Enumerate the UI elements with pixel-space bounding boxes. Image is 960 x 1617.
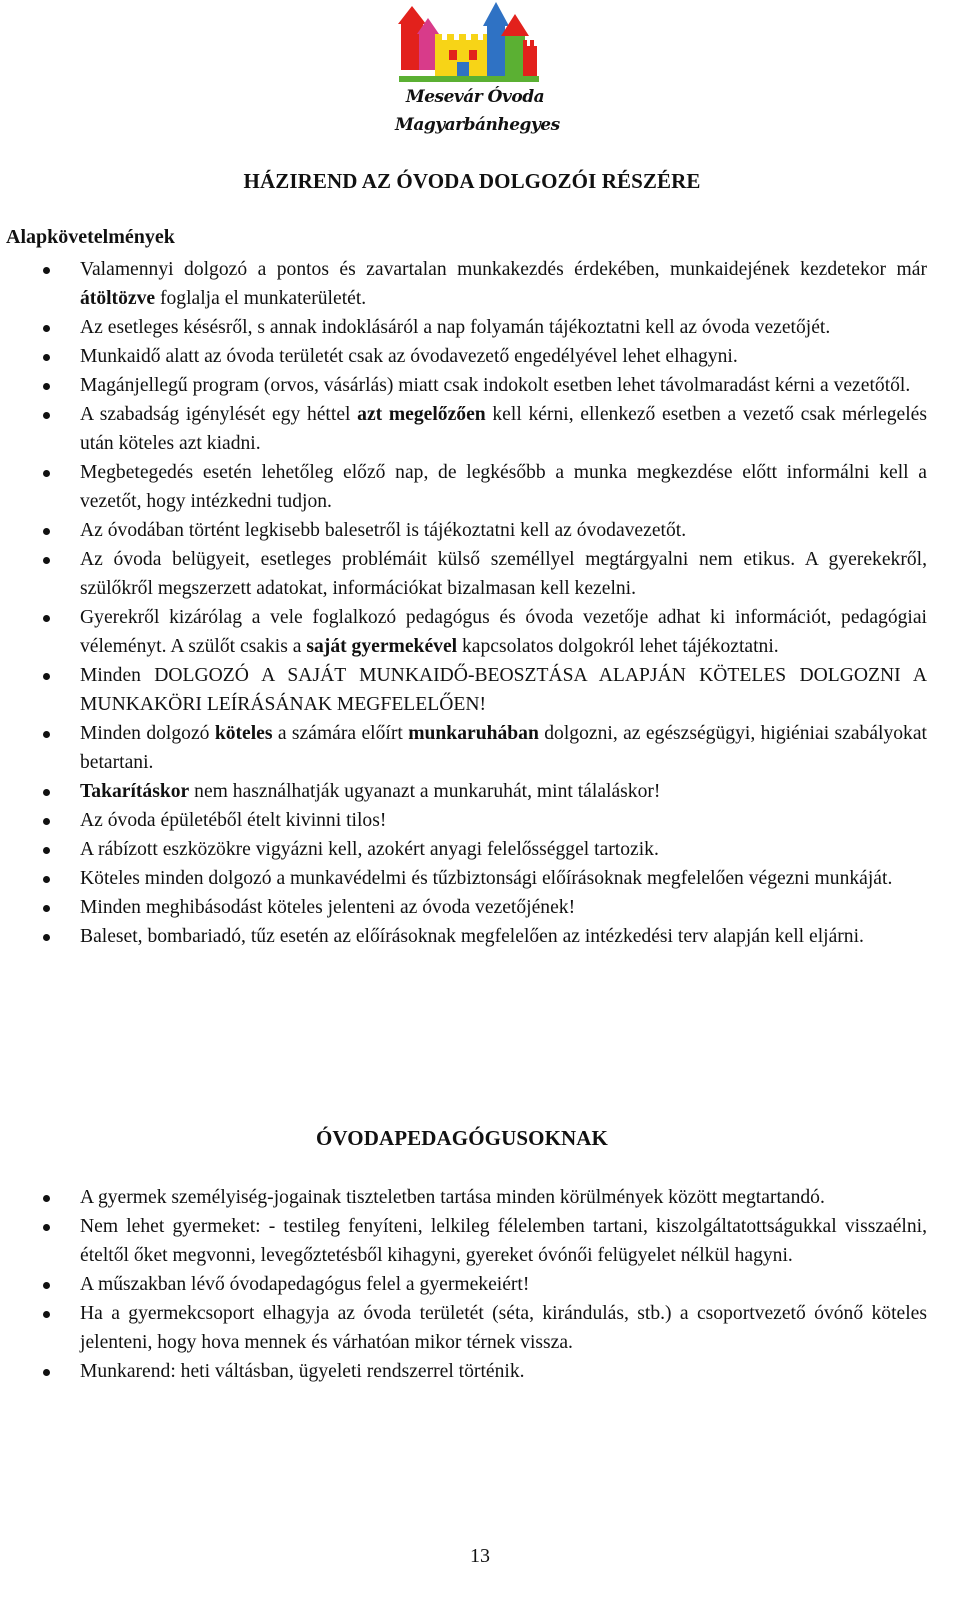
item-text: Az óvoda épületéből ételt kivinni tilos!: [80, 810, 387, 831]
item-text: kell kérni, ellenkező esetben a vezető csak mérlegelés után köteles azt kiadni.: [80, 404, 927, 454]
list-item: [0, 603, 960, 661]
list-item: [0, 661, 960, 719]
list-item: [0, 719, 960, 777]
list-item: [0, 1357, 960, 1386]
list-item: [0, 922, 960, 951]
item-text: Munkaidő alatt az óvoda területét csak az óvodavezető engedélyével lehet elhagyni.: [80, 346, 738, 367]
item-text: Magánjellegű program (orvos, vásárlás) miatt csak indokolt esetben lehet távolmaradást kérni a vezetőtől.: [80, 375, 911, 396]
bold-text: átöltözve: [80, 288, 156, 309]
bold-text: azt megelőzően: [357, 404, 486, 425]
item-text: Baleset, bombariadó, tűz esetén az előírásoknak megfelelően az intézkedési terv alapján kell eljárni.: [80, 926, 864, 947]
bold-text: Takarításkor: [80, 781, 190, 802]
list-item: [0, 806, 960, 835]
list-item: [0, 313, 960, 342]
section-title-ovodapedagogusoknak: ÓVODAPEDAGÓGUSOKNAK: [316, 1126, 608, 1150]
item-text: Az óvoda belügyeit, esetleges problémáit külső személlyel megtárgyalni nem etikus. A gyerekekről, szülőkről megszerzett adatokat, információkat bizalmasan kell kezelni.: [80, 549, 927, 599]
item-text: Az esetleges késésről, s annak indoklásáról a nap folyamán tájékoztatni kell az óvoda vezetőjét.: [80, 317, 831, 338]
list-item: [0, 400, 960, 458]
bold-text: munkaruhában: [408, 723, 539, 744]
item-text: a számára előírt: [272, 723, 409, 744]
list-item: [0, 1212, 960, 1270]
list-item: [0, 371, 960, 400]
mesevar-ovoda-logo: [395, 0, 560, 140]
item-text: Megbetegedés esetén lehetőleg előző nap, de legkésőbb a munka megkezdése előtt informálni kell a vezetőt, hogy intézkedni tudjon.: [80, 462, 927, 512]
item-text: kapcsolatos dolgokról lehet tájékoztatni.: [457, 636, 779, 657]
page-number: 13: [470, 1545, 490, 1567]
item-text: A gyermek személyiség-jogainak tiszteletben tartása minden körülmények között megtartandó.: [80, 1187, 825, 1208]
item-text: Nem lehet gyermeket: - testileg fenyíteni, lelkileg félelemben tartani, kiszolgáltatottságukkal visszaélni, ételtől őket megvonni, levegőztetésből kihagyni, gyereket óvónői felügyelet nélkül hagyni.: [80, 1216, 927, 1266]
logo-town-line: Magyarbánhegyes: [395, 115, 560, 135]
rules-list-general: [0, 255, 960, 951]
item-text: Gyerekről kizárólag a vele foglalkozó pedagógus és óvoda vezetője adhat ki információt, pedagógiai véleményt. A szülőt csakis a: [80, 607, 927, 657]
item-text: A szabadság igénylését egy héttel: [80, 404, 358, 425]
list-item: [0, 893, 960, 922]
list-item: [0, 255, 960, 313]
list-item: [0, 342, 960, 371]
item-text: Minden DOLGOZÓ A SAJÁT MUNKAIDŐ-BEOSZTÁSA ALAPJÁN KÖTELES DOLGOZNI A MUNKAKÖRI LEÍRÁSÁNAK MEGFELELŐEN!: [80, 665, 927, 715]
item-text: dolgozni, az egészségügyi, higiéniai szabályokat betartani.: [80, 723, 927, 773]
logo-name-line: Mesevár Óvoda: [405, 87, 545, 107]
page-title: HÁZIREND AZ ÓVODA DOLGOZÓI RÉSZÉRE: [243, 169, 701, 193]
section-heading-alapkovetelmenyek: Alapkövetelmények: [6, 226, 175, 248]
list-item: [0, 1183, 960, 1212]
rules-list-teachers: [0, 1183, 960, 1386]
item-text: Minden meghibásodást köteles jelenteni az óvoda vezetőjének!: [80, 897, 576, 918]
item-text: nem használhatják ugyanazt a munkaruhát, mint tálaláskor!: [189, 781, 661, 802]
list-item: [0, 516, 960, 545]
item-text: Az óvodában történt legkisebb balesetről is tájékoztatni kell az óvodavezetőt.: [80, 520, 687, 541]
list-item: [0, 864, 960, 893]
item-text: Ha a gyermekcsoport elhagyja az óvoda területét (séta, kirándulás, stb.) a csoportvezető óvónő köteles jelenteni, hogy hova mennek és várhatóan mikor térnek vissza.: [80, 1303, 927, 1353]
item-text: A műszakban lévő óvodapedagógus felel a gyermekeiért!: [80, 1274, 530, 1295]
item-text: Minden dolgozó: [80, 723, 215, 744]
list-item: [0, 777, 960, 806]
list-item: [0, 545, 960, 603]
item-text: A rábízott eszközökre vigyázni kell, azokért anyagi felelősséggel tartozik.: [80, 839, 659, 860]
list-item: [0, 835, 960, 864]
item-text: foglalja el munkaterületét.: [155, 288, 367, 309]
bold-text: saját gyermekével: [306, 636, 458, 657]
bold-text: köteles: [214, 723, 273, 744]
item-text: Köteles minden dolgozó a munkavédelmi és tűzbiztonsági előírásoknak megfelelően végezni munkáját.: [80, 868, 893, 889]
item-text: Valamennyi dolgozó a pontos és zavartalan munkakezdés érdekében, munkaidejének kezdetekor már: [80, 259, 927, 280]
list-item: [0, 458, 960, 516]
item-text: Munkarend: heti váltásban, ügyeleti rendszerrel történik.: [80, 1361, 525, 1382]
list-item: [0, 1299, 960, 1357]
list-item: [0, 1270, 960, 1299]
castle-logo-icon: [395, 0, 555, 90]
